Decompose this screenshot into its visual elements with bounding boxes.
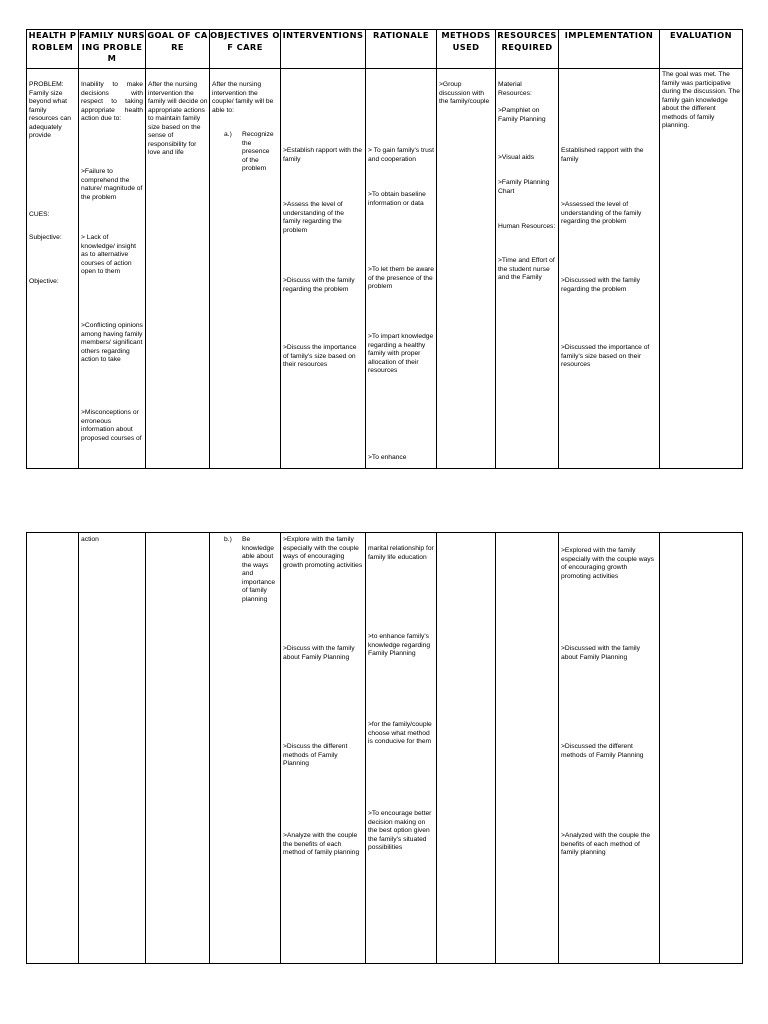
rationale-5-start: >To enhance: [368, 454, 407, 461]
cues-label: CUES:: [29, 211, 50, 218]
fnp-intro: Inability to make decisions with respect to taking appropriate health action due to:: [81, 81, 143, 122]
fnp-item-3: >Conflicting opinions among having family members/ significant others regarding action to take: [81, 322, 143, 363]
evaluation-text: The goal was met. The family was participative during the discussion. The family gain knowledge about the different methods of family planning.: [662, 71, 740, 129]
subjective-label: Subjective:: [29, 234, 62, 241]
intervention-1: >Establish rapport with the family: [283, 147, 362, 163]
rationale-cell: [366, 69, 437, 469]
intervention-4: >Discuss the importance of family's size based on their resources: [283, 344, 357, 368]
implementation-5: >Explored with the family especially with the couple ways of encouraging growth promoting activities: [561, 547, 654, 580]
objectives-intro: After the nursing intervention the couple/ family will be able to:: [212, 81, 274, 114]
interventions-cell: [281, 69, 366, 469]
fnp-item-2: > Lack of knowledge/ insight as to alternative courses of action open to them: [81, 234, 137, 275]
problem-statement: PROBLEM: Family size beyond what family resources can adequately provide: [29, 81, 72, 139]
implementation-1: Established rapport with the family: [561, 147, 644, 163]
resources-cell-2: [496, 533, 559, 964]
implementation-8: >Analyzed with the couple the benefits of each method of family planning: [561, 832, 651, 856]
care-plan-table-page-2: [26, 532, 743, 964]
implementation-7: >Discussed the different methods of Family Planning: [561, 743, 644, 759]
evaluation-cell-2: [660, 533, 743, 964]
rationale-1: > To gain family's trust and cooperation: [368, 147, 435, 163]
implementation-cell-2: [559, 533, 660, 964]
implementation-3: >Discussed with the family regarding the problem: [561, 277, 640, 293]
body-row: [27, 69, 743, 469]
rationale-6: >to enhance family's knowledge regarding Family Planning: [368, 633, 431, 657]
goal-of-care-cell-2: [146, 533, 210, 964]
methods-used-cell: [437, 69, 496, 469]
rationale-3: >To let them be aware of the presence of the problem: [368, 266, 434, 290]
interventions-cell-2: [281, 533, 366, 964]
implementation-cell: [559, 69, 660, 469]
objectives-cell-2: [210, 533, 281, 964]
objectives-cell: [210, 69, 281, 469]
family-nursing-problem-cell: [79, 69, 146, 469]
rationale-5-continued: marital relationship for family life education: [368, 545, 434, 561]
intervention-6: >Discuss with the family about Family Planning: [283, 645, 355, 661]
family-nursing-problem-cell-2: [79, 533, 146, 964]
objective-a-label: a.): [224, 131, 232, 138]
intervention-5: >Explore with the family especially with the couple ways of encouraging growth promoting activities: [283, 536, 363, 569]
body-row-continued: [27, 533, 743, 964]
human-resources-label: Human Resources:: [498, 223, 556, 230]
fnp-item-1: >Failure to comprehend the nature/ magnitude of the problem: [81, 168, 143, 201]
methods-text: >Group discussion with the family/couple: [439, 81, 490, 105]
methods-used-cell-2: [437, 533, 496, 964]
header-implementation: IMPLEMENTATION: [559, 30, 660, 69]
evaluation-cell: [660, 69, 743, 469]
intervention-2: >Assess the level of understanding of the family regarding the problem: [283, 201, 344, 234]
goal-text: After the nursing intervention the family will decide on appropriate actions to maintain family size based on the sense of responsibility for love and life: [148, 81, 208, 156]
header-interventions: INTERVENTIONS: [281, 30, 366, 69]
rationale-2: >To obtain baseline information or data: [368, 191, 426, 207]
header-health-problem: HEALTH PROBLEM: [27, 30, 79, 69]
rationale-8: >To encourage better decision making on the best option given the family's situated possibilities: [368, 810, 432, 851]
resource-pamphlet: >Pamphlet on Family Planning: [498, 107, 546, 123]
fnp-item-4-continued: action: [81, 536, 99, 543]
resource-visual-aids: >Visual aids: [498, 154, 535, 161]
objective-a-text: Recognize the presence of the problem: [242, 131, 274, 172]
implementation-2: >Assessed the level of understanding of the family regarding the problem: [561, 201, 642, 225]
implementation-4: >Discussed the importance of family's size based on their resources: [561, 344, 650, 368]
header-evaluation: EVALUATION: [660, 30, 743, 69]
rationale-cell-2: [366, 533, 437, 964]
header-methods-used: METHODS USED: [437, 30, 496, 69]
resources-cell: [496, 69, 559, 469]
intervention-8: >Analyze with the couple the benefits of each method of family planning: [283, 832, 360, 856]
goal-of-care-cell: [146, 69, 210, 469]
health-problem-cell: [27, 69, 79, 469]
health-problem-cell-2: [27, 533, 79, 964]
objective-b-text: Be knowledgeable about the ways and importance of family planning: [242, 536, 276, 603]
header-rationale: RATIONALE: [366, 30, 437, 69]
objective-b-label: b.): [224, 536, 232, 543]
intervention-7: >Discuss the different methods of Family Planning: [283, 743, 348, 767]
rationale-7: >for the family/couple choose what method is conducive for them: [368, 721, 432, 745]
header-row: [27, 30, 743, 69]
material-resources-label: Material Resources:: [498, 81, 532, 97]
implementation-6: >Discussed with the family about Family Planning: [561, 645, 640, 661]
rationale-4: >To impart knowledge regarding a healthy family with proper allocation of their resources: [368, 333, 434, 374]
header-goal-of-care: GOAL OF CARE: [146, 30, 210, 69]
intervention-3: >Discuss with the family regarding the problem: [283, 277, 355, 293]
header-family-nursing-problem: FAMILY NURSING PROBLEM: [79, 30, 146, 69]
header-objectives-of-care: OBJECTIVES OF CARE: [210, 30, 281, 69]
header-resources-required: RESOURCES REQUIRED: [496, 30, 559, 69]
resource-chart: >Family Planning Chart: [498, 179, 550, 195]
fnp-item-4: >Misconceptions or erroneous information about proposed courses of: [81, 409, 142, 442]
objective-label: Objective:: [29, 278, 59, 285]
care-plan-table-page-1: [26, 29, 743, 469]
resource-time-effort: >Time and Effort of the student nurse and the Family: [498, 257, 555, 281]
